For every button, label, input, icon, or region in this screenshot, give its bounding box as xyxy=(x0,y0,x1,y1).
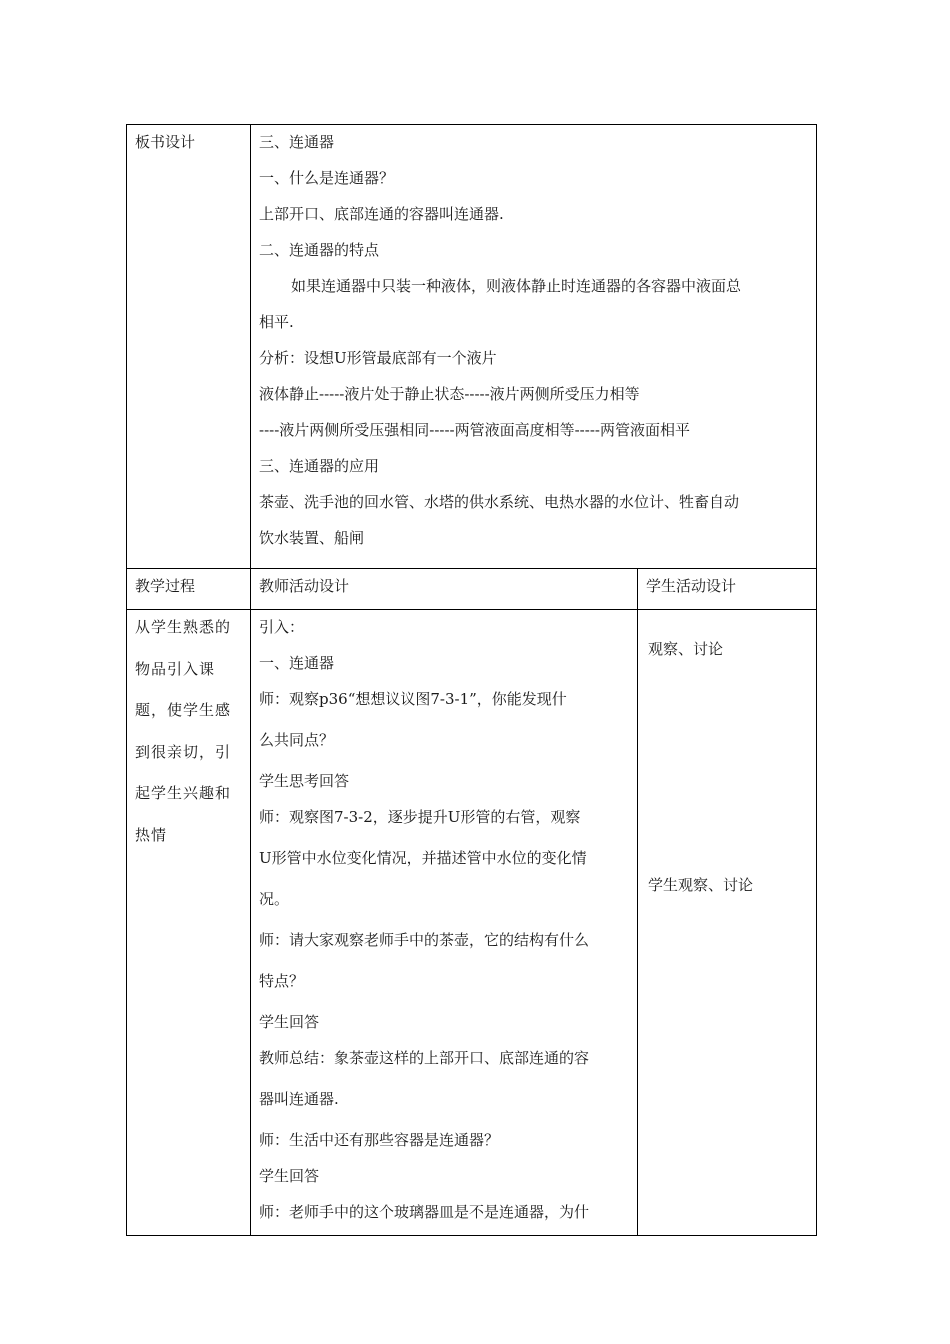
process-purpose xyxy=(127,610,250,863)
purpose-line: 到很亲切，引 xyxy=(135,742,232,761)
board-label-cell xyxy=(127,125,251,569)
purpose-line: 物品引入课 xyxy=(135,659,216,678)
header-cell-process xyxy=(127,569,251,610)
process-row xyxy=(127,610,817,1236)
teacher-line: 学生思考回答 xyxy=(259,772,350,790)
header-cell-student xyxy=(638,569,817,610)
teacher-line: 师：老师手中的这个玻璃器皿是不是连通器，为什 xyxy=(259,1203,590,1221)
teacher-line: 一、连通器 xyxy=(259,654,335,672)
board-line: ----液片两侧所受压强相同-----两管液面高度相等-----两管液面相平 xyxy=(259,421,690,439)
teacher-line: 引入： xyxy=(259,618,305,636)
student-note: 学生观察、讨论 xyxy=(648,876,754,894)
header-row xyxy=(127,569,817,610)
teacher-line: 师：生活中还有那些容器是连通器？ xyxy=(259,1131,500,1149)
process-teacher-cell xyxy=(251,610,638,1236)
process-left-cell xyxy=(127,610,251,1236)
board-line: 如果连通器中只装一种液体，则液体静止时连通器的各容器中液面总 xyxy=(291,277,742,295)
board-content xyxy=(251,125,816,561)
board-line: 茶壶、洗手池的回水管、水塔的供水系统、电热水器的水位计、牲畜自动 xyxy=(259,493,740,511)
header-student: 学生活动设计 xyxy=(646,577,737,595)
teacher-line: 特点？ xyxy=(259,972,305,990)
board-label: 板书设计 xyxy=(135,133,196,151)
teacher-line: 师：观察图7-3-2，逐步提升U形管的右管，观察 xyxy=(259,808,581,826)
board-line: 一、什么是连通器？ xyxy=(259,169,395,187)
board-line: 饮水装置、船闸 xyxy=(259,529,365,547)
header-teacher: 教师活动设计 xyxy=(259,577,350,595)
teacher-line: 器叫连通器. xyxy=(259,1090,339,1108)
purpose-line: 热情 xyxy=(135,825,168,844)
board-line: 三、连通器 xyxy=(259,133,335,151)
teacher-line: 教师总结：象茶壶这样的上部开口、底部连通的容 xyxy=(259,1049,590,1067)
header-process: 教学过程 xyxy=(135,577,196,595)
board-line: 三、连通器的应用 xyxy=(259,457,380,475)
teacher-activities xyxy=(251,610,637,1235)
purpose-line: 从学生熟悉的 xyxy=(135,618,232,636)
board-line: 液体静止-----液片处于静止状态-----液片两侧所受压力相等 xyxy=(259,385,640,403)
teacher-line: 学生回答 xyxy=(259,1013,320,1031)
board-line: 相平. xyxy=(259,313,294,331)
board-line: 二、连通器的特点 xyxy=(259,241,380,259)
lesson-plan-table xyxy=(126,124,817,1236)
teacher-line: 况。 xyxy=(259,890,290,908)
teacher-line: 学生回答 xyxy=(259,1167,320,1185)
teacher-line: U形管中水位变化情况，并描述管中水位的变化情 xyxy=(259,849,587,867)
board-line: 分析：设想U形管最底部有一个液片 xyxy=(259,349,497,367)
process-student-cell xyxy=(638,610,817,1236)
header-cell-teacher xyxy=(251,569,638,610)
teacher-line: 师：观察p36“想想议议图7-3-1”，你能发现什 xyxy=(259,690,567,708)
board-line: 上部开口、底部连通的容器叫连通器. xyxy=(259,205,504,223)
teacher-line: 师：请大家观察老师手中的茶壶，它的结构有什么 xyxy=(259,931,590,949)
board-content-cell xyxy=(251,125,817,569)
purpose-line: 起学生兴趣和 xyxy=(135,784,232,802)
teacher-line: 么共同点？ xyxy=(259,731,335,749)
student-note: 观察、讨论 xyxy=(648,640,724,658)
purpose-line: 题，使学生感 xyxy=(135,701,232,719)
board-design-row xyxy=(127,125,817,569)
